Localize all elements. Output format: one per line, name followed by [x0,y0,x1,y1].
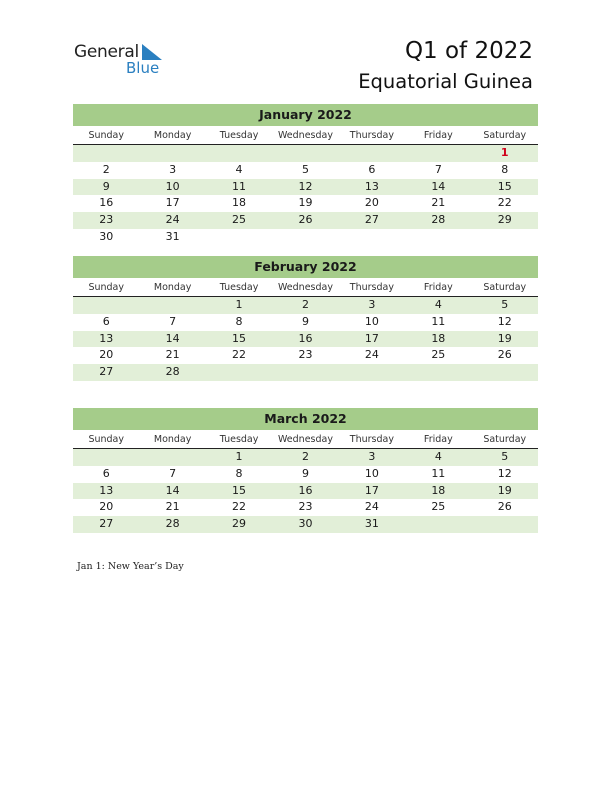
day-cell: 16 [298,483,313,497]
day-cell: 5 [301,162,309,176]
day-cell: 23 [298,348,313,362]
weekday-label: Wednesday [277,434,333,445]
month-calendar [73,408,538,533]
week-row [73,145,538,162]
day-cell: 25 [431,500,446,514]
day-cell: 1 [500,146,509,159]
day-cell: 28 [165,517,180,531]
day-cell: 20 [364,196,379,210]
day-cell: 12 [497,466,512,480]
weekday-header-row [73,127,538,145]
holiday-note: Jan 1: New Year’s Day [77,561,184,572]
day-cell [206,145,272,162]
day-cell [272,364,338,381]
day-cell: 7 [169,466,177,480]
day-cell [139,449,205,466]
day-cell: 13 [99,483,114,497]
day-cell [339,145,405,162]
day-cell: 18 [431,331,446,345]
day-cell: 7 [169,314,177,328]
day-cell: 17 [364,331,379,345]
day-cell: 15 [497,179,512,193]
weekday-label: Friday [423,282,453,293]
day-cell: 10 [165,179,180,193]
day-cell [73,297,139,314]
day-cell: 7 [434,162,442,176]
day-cell: 2 [301,298,309,311]
week-row [73,195,538,212]
day-cell: 26 [298,213,313,227]
day-cell: 20 [99,348,114,362]
day-cell: 4 [434,298,442,311]
day-cell: 12 [497,314,512,328]
day-cell: 14 [431,179,446,193]
weekday-label: Tuesday [219,282,259,293]
day-cell: 18 [431,483,446,497]
weekday-label: Wednesday [277,130,333,141]
day-cell [405,516,471,533]
brand-word-general: General [74,42,139,62]
weekday-label: Saturday [483,434,527,445]
day-cell: 22 [232,500,247,514]
day-cell: 9 [102,179,110,193]
day-cell: 19 [497,331,512,345]
day-cell [405,364,471,381]
day-cell [73,449,139,466]
day-cell: 4 [235,162,243,176]
day-cell: 6 [102,314,110,328]
day-cell: 13 [99,331,114,345]
day-cell [206,364,272,381]
page-subtitle: Equatorial Guinea [358,70,533,93]
weekday-label: Saturday [483,282,527,293]
day-cell: 30 [298,517,313,531]
weekday-label: Thursday [349,130,394,141]
day-cell: 19 [298,196,313,210]
day-cell [472,516,538,533]
brand-logo [74,42,174,78]
week-row [73,212,538,229]
holiday-notes [77,561,184,572]
weekday-header-row [73,431,538,449]
day-cell: 2 [301,450,309,463]
day-cell [139,145,205,162]
week-row [73,449,538,466]
month-title: January 2022 [73,104,538,126]
weekday-label: Wednesday [277,282,333,293]
day-cell: 14 [165,331,180,345]
weekday-label: Saturday [483,130,527,141]
day-cell: 21 [165,348,180,362]
weekday-label: Monday [153,282,192,293]
weekday-label: Sunday [88,434,124,445]
week-row [73,314,538,331]
day-cell: 26 [497,500,512,514]
day-cell: 30 [99,229,114,243]
day-cell: 1 [235,298,243,311]
day-cell [472,364,538,381]
day-cell: 25 [431,348,446,362]
day-cell: 11 [431,466,446,480]
day-cell: 19 [497,483,512,497]
day-cell [139,297,205,314]
weekday-label: Monday [153,434,192,445]
day-cell: 4 [434,450,442,463]
weekday-header-row [73,279,538,297]
weekday-label: Sunday [88,282,124,293]
weekday-label: Friday [423,130,453,141]
week-row [73,483,538,500]
day-cell: 17 [165,196,180,210]
day-cell: 1 [235,450,243,463]
day-cell [339,364,405,381]
day-cell: 24 [165,213,180,227]
day-cell: 29 [497,213,512,227]
weekday-label: Tuesday [219,130,259,141]
month-title: March 2022 [73,408,538,430]
weekday-label: Thursday [349,282,394,293]
week-row [73,179,538,196]
day-cell [272,145,338,162]
day-cell: 6 [102,466,110,480]
month-title: February 2022 [73,256,538,278]
week-row [73,347,538,364]
weekday-label: Thursday [349,434,394,445]
day-cell: 11 [232,179,247,193]
week-row [73,331,538,348]
day-cell: 11 [431,314,446,328]
week-row [73,499,538,516]
day-cell [472,229,538,246]
week-row [73,229,538,246]
day-cell: 29 [232,517,247,531]
day-cell: 18 [232,196,247,210]
month-calendar [73,256,538,381]
day-cell: 9 [301,466,309,480]
day-cell: 8 [235,314,243,328]
logo-triangle-icon [142,44,162,60]
weekday-label: Sunday [88,130,124,141]
day-cell: 14 [165,483,180,497]
day-cell [272,229,338,246]
week-row [73,364,538,381]
day-cell: 27 [99,517,114,531]
day-cell: 6 [368,162,376,176]
day-cell: 31 [165,229,180,243]
day-cell: 10 [364,466,379,480]
day-cell: 20 [99,500,114,514]
day-cell: 3 [169,162,177,176]
day-cell: 22 [497,196,512,210]
day-cell [405,229,471,246]
day-cell: 17 [364,483,379,497]
day-cell [73,145,139,162]
day-cell: 15 [232,331,247,345]
week-row [73,297,538,314]
day-cell: 2 [102,162,110,176]
week-row [73,466,538,483]
day-cell: 25 [232,213,247,227]
day-cell [206,229,272,246]
weekday-label: Friday [423,434,453,445]
day-cell [405,145,471,162]
day-cell: 13 [364,179,379,193]
day-cell: 31 [364,517,379,531]
day-cell: 5 [501,450,509,463]
day-cell: 26 [497,348,512,362]
day-cell: 24 [364,500,379,514]
day-cell: 3 [368,450,376,463]
day-cell: 9 [301,314,309,328]
day-cell: 15 [232,483,247,497]
month-calendar [73,104,538,246]
brand-word-blue: Blue [126,59,160,77]
day-cell: 8 [235,466,243,480]
day-cell: 5 [501,298,509,311]
day-cell: 8 [501,162,509,176]
week-row [73,162,538,179]
weekday-label: Monday [153,130,192,141]
day-cell: 21 [431,196,446,210]
week-row [73,516,538,533]
day-cell: 16 [99,196,114,210]
day-cell: 16 [298,331,313,345]
weekday-label: Tuesday [219,434,259,445]
day-cell: 27 [99,365,114,379]
day-cell: 22 [232,348,247,362]
day-cell: 23 [99,213,114,227]
day-cell: 3 [368,298,376,311]
day-cell: 27 [364,213,379,227]
day-cell [339,229,405,246]
day-cell: 21 [165,500,180,514]
day-cell: 28 [431,213,446,227]
day-cell: 24 [364,348,379,362]
day-cell: 23 [298,500,313,514]
day-cell: 12 [298,179,313,193]
day-cell: 10 [364,314,379,328]
day-cell: 28 [165,365,180,379]
page-title: Q1 of 2022 [404,38,533,64]
